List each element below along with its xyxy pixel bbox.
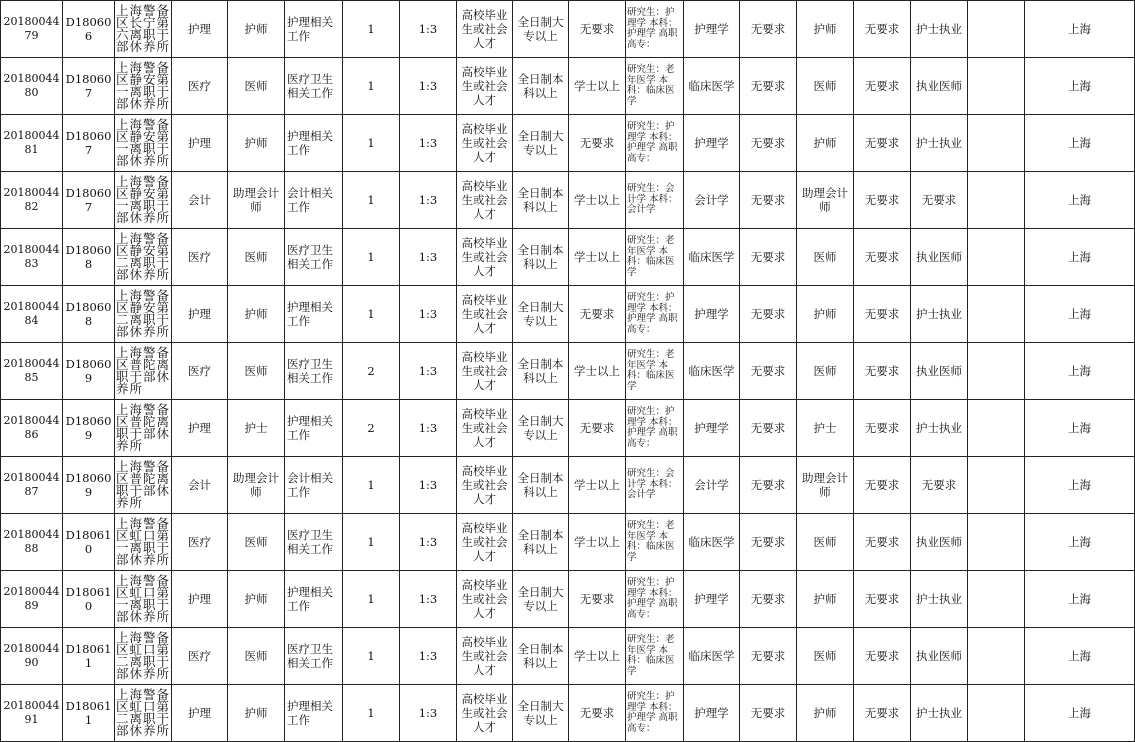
cell-department: 上海警备区静安第一离职干部休养所 xyxy=(115,115,172,172)
cell-certificate: 护士执业 xyxy=(911,685,968,742)
cell-exam-ratio: 1:3 xyxy=(400,571,457,628)
cell-major: 研究生：会计学 本科：会计学 xyxy=(626,457,684,514)
cell-experience: 无要求 xyxy=(854,571,911,628)
cell-age-requirement: 无要求 xyxy=(740,1,797,58)
cell-degree: 无要求 xyxy=(569,685,626,742)
cell-professional-title: 医师 xyxy=(797,229,854,286)
cell-age-requirement: 无要求 xyxy=(740,400,797,457)
cell-certificate: 执业医师 xyxy=(911,58,968,115)
cell-department: 上海警备区虹口第一离职干部休养所 xyxy=(115,514,172,571)
cell-experience: 无要求 xyxy=(854,628,911,685)
cell-location: 上海 xyxy=(1025,343,1135,400)
cell-unit-code: D180611 xyxy=(63,628,115,685)
cell-other xyxy=(968,343,1025,400)
cell-age-requirement: 无要求 xyxy=(740,115,797,172)
cell-degree: 无要求 xyxy=(569,571,626,628)
cell-other xyxy=(968,514,1025,571)
cell-position-name: 医师 xyxy=(228,514,285,571)
cell-headcount: 1 xyxy=(343,172,400,229)
cell-headcount: 1 xyxy=(343,286,400,343)
cell-category: 护理 xyxy=(172,400,228,457)
cell-major: 研究生：会计学 本科：会计学 xyxy=(626,172,684,229)
cell-exam-ratio: 1:3 xyxy=(400,343,457,400)
cell-major: 研究生：护理学 本科：护理学 高职高专： xyxy=(626,1,684,58)
cell-location: 上海 xyxy=(1025,172,1135,229)
cell-major-alt: 临床医学 xyxy=(684,229,740,286)
cell-unit-code: D180607 xyxy=(63,115,115,172)
cell-job-description: 医疗卫生相关工作 xyxy=(285,229,343,286)
cell-job-description: 护理相关工作 xyxy=(285,1,343,58)
cell-other xyxy=(968,58,1025,115)
cell-certificate: 执业医师 xyxy=(911,514,968,571)
cell-major: 研究生：护理学 本科：护理学 高职高专： xyxy=(626,286,684,343)
cell-location: 上海 xyxy=(1025,571,1135,628)
cell-professional-title: 助理会计师 xyxy=(797,172,854,229)
cell-professional-title: 医师 xyxy=(797,514,854,571)
cell-candidate-source: 高校毕业生或社会人才 xyxy=(457,172,513,229)
cell-age-requirement: 无要求 xyxy=(740,172,797,229)
cell-experience: 无要求 xyxy=(854,229,911,286)
cell-candidate-source: 高校毕业生或社会人才 xyxy=(457,571,513,628)
cell-other xyxy=(968,172,1025,229)
table-row xyxy=(1,115,1135,172)
cell-exam-ratio: 1:3 xyxy=(400,685,457,742)
cell-position-name: 医师 xyxy=(228,628,285,685)
cell-exam-ratio: 1:3 xyxy=(400,1,457,58)
cell-department: 上海警备区静安第一离职干部休养所 xyxy=(115,58,172,115)
table-row xyxy=(1,628,1135,685)
cell-major-alt: 护理学 xyxy=(684,685,740,742)
cell-professional-title: 医师 xyxy=(797,58,854,115)
cell-professional-title: 护师 xyxy=(797,1,854,58)
cell-headcount: 1 xyxy=(343,685,400,742)
cell-other xyxy=(968,685,1025,742)
cell-education: 全日制本科以上 xyxy=(513,457,569,514)
cell-age-requirement: 无要求 xyxy=(740,628,797,685)
cell-exam-ratio: 1:3 xyxy=(400,457,457,514)
cell-position-id: 2018004491 xyxy=(1,685,63,742)
table-row xyxy=(1,286,1135,343)
cell-location: 上海 xyxy=(1025,229,1135,286)
table-row xyxy=(1,1,1135,58)
cell-category: 医疗 xyxy=(172,58,228,115)
cell-major-alt: 临床医学 xyxy=(684,343,740,400)
cell-experience: 无要求 xyxy=(854,400,911,457)
cell-position-name: 护士 xyxy=(228,400,285,457)
cell-education: 全日制大专以上 xyxy=(513,685,569,742)
cell-experience: 无要求 xyxy=(854,286,911,343)
table-row xyxy=(1,343,1135,400)
cell-exam-ratio: 1:3 xyxy=(400,229,457,286)
cell-candidate-source: 高校毕业生或社会人才 xyxy=(457,229,513,286)
cell-job-description: 护理相关工作 xyxy=(285,115,343,172)
cell-position-id: 2018004486 xyxy=(1,400,63,457)
cell-degree: 无要求 xyxy=(569,1,626,58)
cell-location: 上海 xyxy=(1025,457,1135,514)
cell-major: 研究生：护理学 本科：护理学 高职高专： xyxy=(626,571,684,628)
cell-age-requirement: 无要求 xyxy=(740,58,797,115)
cell-department: 上海警备区虹口第二离职干部休养所 xyxy=(115,628,172,685)
cell-experience: 无要求 xyxy=(854,457,911,514)
cell-location: 上海 xyxy=(1025,514,1135,571)
cell-headcount: 1 xyxy=(343,571,400,628)
cell-category: 护理 xyxy=(172,115,228,172)
cell-degree: 学士以上 xyxy=(569,58,626,115)
cell-major-alt: 会计学 xyxy=(684,172,740,229)
cell-professional-title: 医师 xyxy=(797,628,854,685)
cell-position-name: 医师 xyxy=(228,58,285,115)
cell-experience: 无要求 xyxy=(854,685,911,742)
cell-professional-title: 护师 xyxy=(797,571,854,628)
cell-location: 上海 xyxy=(1025,685,1135,742)
cell-candidate-source: 高校毕业生或社会人才 xyxy=(457,1,513,58)
cell-category: 会计 xyxy=(172,172,228,229)
cell-candidate-source: 高校毕业生或社会人才 xyxy=(457,115,513,172)
cell-major-alt: 会计学 xyxy=(684,457,740,514)
cell-exam-ratio: 1:3 xyxy=(400,172,457,229)
cell-candidate-source: 高校毕业生或社会人才 xyxy=(457,685,513,742)
cell-major: 研究生：老年医学 本科：临床医学 xyxy=(626,229,684,286)
cell-education: 全日制大专以上 xyxy=(513,1,569,58)
cell-unit-code: D180610 xyxy=(63,514,115,571)
cell-candidate-source: 高校毕业生或社会人才 xyxy=(457,628,513,685)
cell-degree: 无要求 xyxy=(569,286,626,343)
cell-category: 护理 xyxy=(172,571,228,628)
cell-certificate: 无要求 xyxy=(911,457,968,514)
cell-unit-code: D180610 xyxy=(63,571,115,628)
cell-exam-ratio: 1:3 xyxy=(400,58,457,115)
table-row xyxy=(1,457,1135,514)
cell-certificate: 护士执业 xyxy=(911,115,968,172)
cell-age-requirement: 无要求 xyxy=(740,571,797,628)
cell-education: 全日制大专以上 xyxy=(513,400,569,457)
cell-position-name: 助理会计师 xyxy=(228,457,285,514)
cell-professional-title: 护师 xyxy=(797,286,854,343)
cell-position-id: 2018004487 xyxy=(1,457,63,514)
cell-major-alt: 临床医学 xyxy=(684,514,740,571)
cell-age-requirement: 无要求 xyxy=(740,685,797,742)
cell-category: 医疗 xyxy=(172,343,228,400)
cell-job-description: 护理相关工作 xyxy=(285,685,343,742)
cell-major: 研究生：老年医学 本科：临床医学 xyxy=(626,628,684,685)
cell-position-id: 2018004485 xyxy=(1,343,63,400)
cell-candidate-source: 高校毕业生或社会人才 xyxy=(457,58,513,115)
cell-exam-ratio: 1:3 xyxy=(400,514,457,571)
cell-position-id: 2018004483 xyxy=(1,229,63,286)
cell-position-name: 护师 xyxy=(228,685,285,742)
cell-position-id: 2018004480 xyxy=(1,58,63,115)
cell-certificate: 执业医师 xyxy=(911,343,968,400)
cell-certificate: 护士执业 xyxy=(911,400,968,457)
cell-headcount: 2 xyxy=(343,400,400,457)
cell-job-description: 医疗卫生相关工作 xyxy=(285,343,343,400)
cell-headcount: 2 xyxy=(343,343,400,400)
table-row xyxy=(1,400,1135,457)
cell-unit-code: D180609 xyxy=(63,343,115,400)
cell-position-name: 护师 xyxy=(228,115,285,172)
cell-location: 上海 xyxy=(1025,286,1135,343)
cell-position-name: 医师 xyxy=(228,343,285,400)
cell-department: 上海警备区长宁第六离职干部休养所 xyxy=(115,1,172,58)
cell-age-requirement: 无要求 xyxy=(740,514,797,571)
cell-category: 护理 xyxy=(172,685,228,742)
cell-major: 研究生：老年医学 本科：临床医学 xyxy=(626,58,684,115)
cell-major: 研究生：护理学 本科：护理学 高职高专： xyxy=(626,685,684,742)
cell-position-name: 护师 xyxy=(228,286,285,343)
cell-headcount: 1 xyxy=(343,229,400,286)
cell-job-description: 会计相关工作 xyxy=(285,172,343,229)
cell-unit-code: D180608 xyxy=(63,286,115,343)
cell-headcount: 1 xyxy=(343,1,400,58)
cell-experience: 无要求 xyxy=(854,343,911,400)
cell-education: 全日制本科以上 xyxy=(513,514,569,571)
cell-major: 研究生：护理学 本科：护理学 高职高专： xyxy=(626,115,684,172)
cell-other xyxy=(968,1,1025,58)
cell-location: 上海 xyxy=(1025,628,1135,685)
cell-experience: 无要求 xyxy=(854,58,911,115)
cell-position-id: 2018004484 xyxy=(1,286,63,343)
cell-job-description: 护理相关工作 xyxy=(285,400,343,457)
cell-position-name: 助理会计师 xyxy=(228,172,285,229)
cell-job-description: 医疗卫生相关工作 xyxy=(285,628,343,685)
cell-education: 全日制本科以上 xyxy=(513,343,569,400)
cell-position-id: 2018004482 xyxy=(1,172,63,229)
cell-category: 护理 xyxy=(172,286,228,343)
cell-experience: 无要求 xyxy=(854,115,911,172)
cell-headcount: 1 xyxy=(343,115,400,172)
cell-unit-code: D180609 xyxy=(63,457,115,514)
cell-age-requirement: 无要求 xyxy=(740,229,797,286)
cell-department: 上海警备区虹口第二离职干部休养所 xyxy=(115,685,172,742)
cell-headcount: 1 xyxy=(343,457,400,514)
cell-position-id: 2018004489 xyxy=(1,571,63,628)
cell-other xyxy=(968,457,1025,514)
cell-other xyxy=(968,229,1025,286)
cell-location: 上海 xyxy=(1025,400,1135,457)
cell-certificate: 执业医师 xyxy=(911,628,968,685)
cell-unit-code: D180609 xyxy=(63,400,115,457)
table-row xyxy=(1,514,1135,571)
cell-unit-code: D180606 xyxy=(63,1,115,58)
cell-department: 上海警备区普陀离职干部休养所 xyxy=(115,400,172,457)
cell-category: 医疗 xyxy=(172,514,228,571)
cell-category: 医疗 xyxy=(172,229,228,286)
cell-job-description: 医疗卫生相关工作 xyxy=(285,58,343,115)
cell-job-description: 护理相关工作 xyxy=(285,286,343,343)
cell-degree: 无要求 xyxy=(569,400,626,457)
cell-job-description: 护理相关工作 xyxy=(285,571,343,628)
cell-position-id: 2018004488 xyxy=(1,514,63,571)
cell-degree: 学士以上 xyxy=(569,343,626,400)
cell-education: 全日制本科以上 xyxy=(513,229,569,286)
cell-professional-title: 护士 xyxy=(797,400,854,457)
cell-headcount: 1 xyxy=(343,628,400,685)
cell-age-requirement: 无要求 xyxy=(740,457,797,514)
cell-degree: 学士以上 xyxy=(569,229,626,286)
cell-exam-ratio: 1:3 xyxy=(400,286,457,343)
cell-experience: 无要求 xyxy=(854,514,911,571)
cell-category: 会计 xyxy=(172,457,228,514)
cell-degree: 学士以上 xyxy=(569,172,626,229)
cell-certificate: 护士执业 xyxy=(911,286,968,343)
cell-education: 全日制本科以上 xyxy=(513,58,569,115)
cell-position-name: 护师 xyxy=(228,571,285,628)
cell-education: 全日制大专以上 xyxy=(513,286,569,343)
cell-candidate-source: 高校毕业生或社会人才 xyxy=(457,457,513,514)
cell-experience: 无要求 xyxy=(854,1,911,58)
cell-unit-code: D180607 xyxy=(63,58,115,115)
cell-candidate-source: 高校毕业生或社会人才 xyxy=(457,286,513,343)
cell-education: 全日制大专以上 xyxy=(513,115,569,172)
cell-major-alt: 临床医学 xyxy=(684,628,740,685)
table-row xyxy=(1,685,1135,742)
cell-department: 上海警备区普陀离职干部休养所 xyxy=(115,457,172,514)
cell-job-description: 会计相关工作 xyxy=(285,457,343,514)
cell-location: 上海 xyxy=(1025,115,1135,172)
cell-exam-ratio: 1:3 xyxy=(400,400,457,457)
cell-degree: 无要求 xyxy=(569,115,626,172)
cell-category: 医疗 xyxy=(172,628,228,685)
cell-headcount: 1 xyxy=(343,58,400,115)
cell-professional-title: 助理会计师 xyxy=(797,457,854,514)
cell-candidate-source: 高校毕业生或社会人才 xyxy=(457,400,513,457)
cell-job-description: 医疗卫生相关工作 xyxy=(285,514,343,571)
cell-education: 全日制大专以上 xyxy=(513,571,569,628)
cell-candidate-source: 高校毕业生或社会人才 xyxy=(457,343,513,400)
cell-age-requirement: 无要求 xyxy=(740,343,797,400)
cell-exam-ratio: 1:3 xyxy=(400,628,457,685)
table-row xyxy=(1,58,1135,115)
cell-certificate: 执业医师 xyxy=(911,229,968,286)
cell-other xyxy=(968,286,1025,343)
cell-location: 上海 xyxy=(1025,58,1135,115)
cell-major-alt: 临床医学 xyxy=(684,58,740,115)
cell-department: 上海警备区静安第二离职干部休养所 xyxy=(115,229,172,286)
cell-major-alt: 护理学 xyxy=(684,1,740,58)
cell-major: 研究生：护理学 本科：护理学 高职高专： xyxy=(626,400,684,457)
cell-department: 上海警备区静安第一离职干部休养所 xyxy=(115,172,172,229)
cell-department: 上海警备区虹口第一离职干部休养所 xyxy=(115,571,172,628)
cell-headcount: 1 xyxy=(343,514,400,571)
cell-position-id: 2018004479 xyxy=(1,1,63,58)
cell-position-id: 2018004481 xyxy=(1,115,63,172)
cell-unit-code: D180611 xyxy=(63,685,115,742)
cell-age-requirement: 无要求 xyxy=(740,286,797,343)
cell-exam-ratio: 1:3 xyxy=(400,115,457,172)
cell-position-name: 护师 xyxy=(228,1,285,58)
cell-major: 研究生：老年医学 本科：临床医学 xyxy=(626,514,684,571)
cell-other xyxy=(968,628,1025,685)
cell-major-alt: 护理学 xyxy=(684,286,740,343)
cell-major-alt: 护理学 xyxy=(684,571,740,628)
cell-experience: 无要求 xyxy=(854,172,911,229)
cell-position-id: 2018004490 xyxy=(1,628,63,685)
table-row xyxy=(1,172,1135,229)
cell-professional-title: 护师 xyxy=(797,685,854,742)
cell-education: 全日制本科以上 xyxy=(513,172,569,229)
cell-category: 护理 xyxy=(172,1,228,58)
cell-certificate: 无要求 xyxy=(911,172,968,229)
cell-certificate: 护士执业 xyxy=(911,1,968,58)
table-body xyxy=(1,1,1135,742)
cell-certificate: 护士执业 xyxy=(911,571,968,628)
cell-department: 上海警备区静安第二离职干部休养所 xyxy=(115,286,172,343)
table-row xyxy=(1,229,1135,286)
cell-major-alt: 护理学 xyxy=(684,115,740,172)
cell-position-name: 医师 xyxy=(228,229,285,286)
cell-professional-title: 医师 xyxy=(797,343,854,400)
cell-department: 上海警备区普陀离职干部休养所 xyxy=(115,343,172,400)
table-row xyxy=(1,571,1135,628)
cell-location: 上海 xyxy=(1025,1,1135,58)
cell-other xyxy=(968,400,1025,457)
cell-unit-code: D180608 xyxy=(63,229,115,286)
cell-education: 全日制本科以上 xyxy=(513,628,569,685)
cell-professional-title: 护师 xyxy=(797,115,854,172)
cell-other xyxy=(968,115,1025,172)
cell-major-alt: 护理学 xyxy=(684,400,740,457)
cell-other xyxy=(968,571,1025,628)
cell-unit-code: D180607 xyxy=(63,172,115,229)
cell-major: 研究生：老年医学 本科：临床医学 xyxy=(626,343,684,400)
cell-candidate-source: 高校毕业生或社会人才 xyxy=(457,514,513,571)
cell-degree: 学士以上 xyxy=(569,628,626,685)
cell-degree: 学士以上 xyxy=(569,457,626,514)
cell-degree: 学士以上 xyxy=(569,514,626,571)
